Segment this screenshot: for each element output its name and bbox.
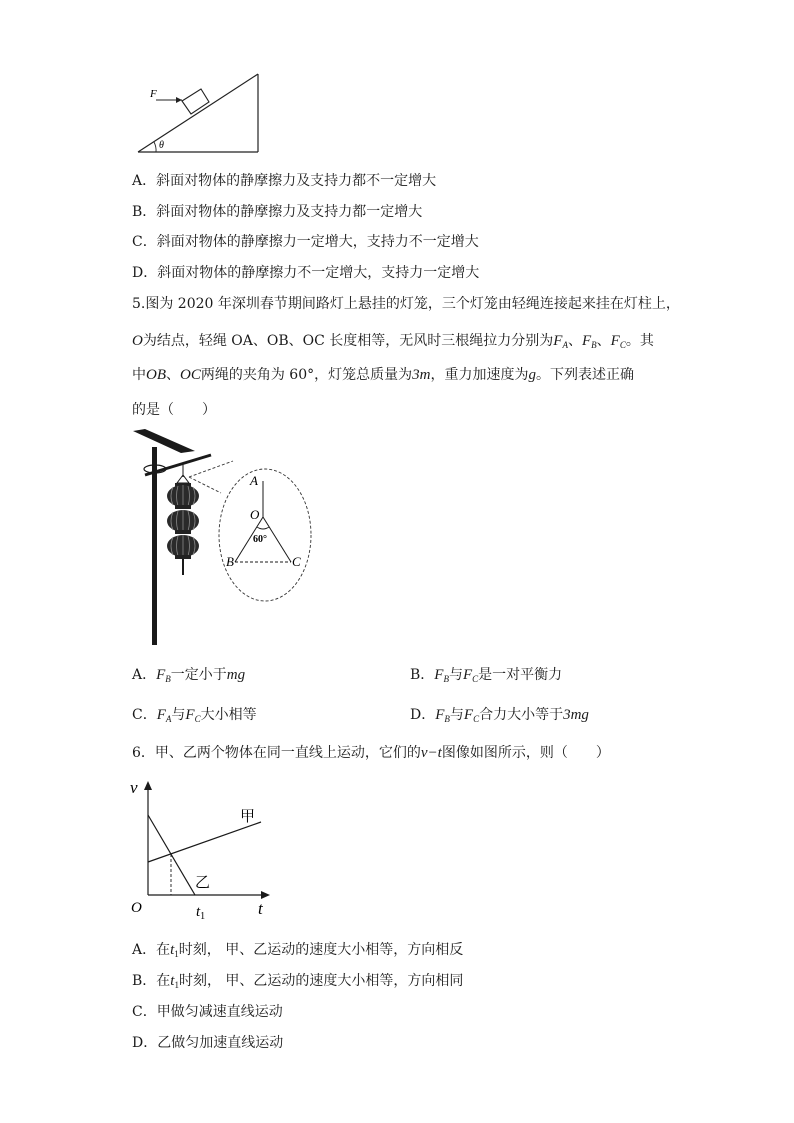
q5-stem-line3: 中OB、OC两绳的夹角为 60°，灯笼总质量为3m，重力加速度为g。下列表述正确 (132, 367, 634, 383)
q5-option-b[interactable]: B．$F_B$与$F_C$是一对平衡力 (410, 667, 563, 684)
force-label: F (150, 88, 157, 100)
q5-option-d[interactable]: D．$F_B$与$F_C$合力大小等于3mg (410, 707, 589, 724)
lantern-1 (167, 483, 199, 509)
q4-option-c[interactable]: C．斜面对物体的静摩擦力一定增大，支持力不一定增大 (132, 234, 479, 250)
q5-option-a[interactable]: A．$F_B$一定小于mg (132, 667, 246, 684)
point-b-label: B (226, 554, 234, 569)
point-c-label: C (292, 554, 301, 569)
q5-stem-line2: O为结点，轻绳 OA、OB、OC 长度相等，无风时三根绳拉力分别为$F_A$、$F_B$、$F_C$。其 (132, 333, 654, 350)
angle-60-label: 60° (253, 534, 267, 545)
lantern-figure (125, 425, 325, 650)
lantern-2 (167, 510, 199, 534)
vt-graph (128, 775, 278, 923)
q4-option-d[interactable]: D．斜面对物体的静摩擦力不一定增大，支持力一定增大 (132, 265, 480, 281)
point-a-label: A (250, 473, 258, 488)
q4-option-a[interactable]: A．斜面对物体的静摩擦力及支持力都不一定增大 (132, 173, 437, 189)
q5-option-c[interactable]: C．$F_A$与$F_C$大小相等 (132, 707, 257, 724)
t1-label: $t_1$ (196, 904, 206, 922)
line-yi (148, 815, 195, 895)
origin-label: O (131, 900, 142, 916)
q6-option-c[interactable]: C．甲做匀减速直线运动 (132, 1004, 283, 1020)
q4-option-b[interactable]: B．斜面对物体的静摩擦力及支持力都一定增大 (132, 204, 423, 220)
t-axis-label: t (258, 899, 263, 918)
point-o-label: O (250, 507, 260, 522)
incline-figure (130, 66, 270, 158)
q5-stem-line1: 5.图为 2020 年深圳春节期间路灯上悬挂的灯笼，三个灯笼由轻绳连接起来挂在灯柱上， (132, 296, 680, 312)
lantern-3 (167, 535, 199, 559)
q6-option-d[interactable]: D．乙做匀加速直线运动 (132, 1035, 284, 1051)
q6-option-b[interactable]: B．在$t_1$时刻， 甲、乙运动的速度大小相等，方向相同 (132, 973, 464, 990)
angle-label: θ (159, 140, 164, 151)
q6-stem: 6．甲、乙两个物体在同一直线上运动，它们的v−t图像如图所示，则（ ） (132, 745, 610, 761)
q6-option-a[interactable]: A．在$t_1$时刻， 甲、乙运动的速度大小相等，方向相反 (132, 942, 464, 959)
line-jia (148, 822, 261, 862)
jia-label: 甲 (240, 809, 256, 825)
q5-stem-line4: 的是（ ） (132, 402, 216, 418)
yi-label: 乙 (195, 875, 211, 891)
v-axis-label: v (130, 778, 138, 797)
